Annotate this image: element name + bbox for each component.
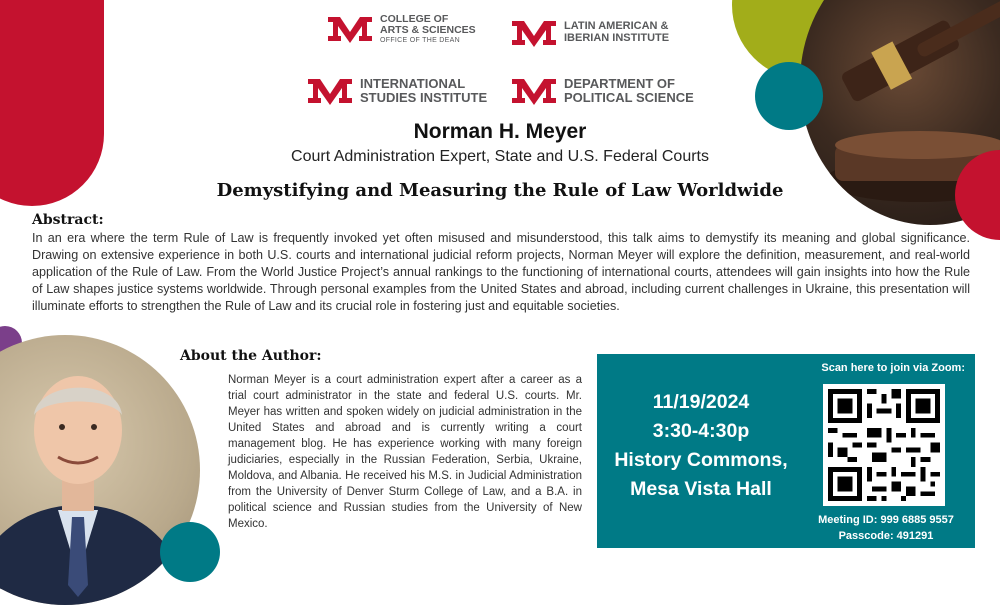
scan-label: Scan here to join via Zoom:: [821, 362, 965, 374]
logo-line: LATIN AMERICAN &: [564, 20, 669, 33]
logo-line: ARTS & SCIENCES: [380, 24, 476, 37]
event-info-box: [597, 354, 975, 548]
logo-arts-sciences: [326, 14, 476, 44]
event-building: Mesa Vista Hall: [630, 478, 772, 500]
event-location: History Commons,: [614, 449, 788, 471]
speaker-name: Norman H. Meyer: [413, 120, 587, 143]
decorative-red-shape: [0, 0, 104, 206]
author-heading: About the Author:: [180, 348, 322, 364]
qr-code[interactable]: [823, 384, 945, 506]
event-date: 11/19/2024: [652, 391, 750, 413]
logo-international-studies: [306, 76, 487, 106]
logo-line: INTERNATIONAL: [360, 76, 466, 92]
logo-latin-american: [510, 18, 669, 48]
author-bio: Norman Meyer is a court administration expert after a career as a trial court administrator in the state and federal U.S. courts. Mr. Meyer has written and spoken widely on judicial administration in the United States and abroad and is currently writing a court management blog. He has experience working with many foreign judiciaries, especially in the Russian Federation, Serbia, Ukraine, Moldova, and Albania. He received his M.S. in Judicial Administration from the University of Denver Sturm College of Law, and a B.A. in political science and Russian studies from the University of New Mexico.: [228, 374, 582, 530]
decorative-teal-dot: [160, 522, 220, 582]
talk-title: Demystifying and Measuring the Rule of Law Worldwide: [216, 180, 784, 201]
meeting-id: Meeting ID: 999 6885 9557: [818, 514, 954, 526]
unm-logo-icon: [510, 76, 558, 106]
event-details: [601, 388, 801, 504]
abstract-text: In an era where the term Rule of Law is frequently invoked yet often misused and misunderstood, this talk aims to demystify its meaning and global significance. Drawing on extensive experience in both U.S. courts and international judicial reform projects, Norman Meyer will explore the definition, measurement, and real-world application of the Rule of Law. From the World Justice Project’s annual rankings to the functioning of international courts, attendees will gain insights into how the Rule of Law shapes justice systems worldwide. Through personal examples from the United States and abroad, including current challenges in Ukraine, this presentation will illuminate efforts to strengthen the Rule of Law and its crucial role in fostering just and equitable societies.: [32, 231, 970, 313]
logo-line: POLITICAL SCIENCE: [564, 90, 694, 105]
event-time: 3:30-4:30p: [652, 420, 750, 442]
abstract-heading: Abstract:: [32, 212, 104, 228]
meeting-passcode: Passcode: 491291: [838, 530, 934, 542]
unm-logo-icon: [510, 18, 558, 48]
logo-line: COLLEGE OF: [380, 13, 449, 25]
logo-line: STUDIES INSTITUTE: [360, 90, 488, 105]
unm-logo-icon: [326, 14, 374, 44]
logo-sub: OFFICE OF THE DEAN: [380, 37, 460, 45]
logo-political-science: [510, 76, 694, 106]
logo-line: DEPARTMENT OF: [564, 76, 675, 92]
logo-line: IBERIAN INSTITUTE: [564, 32, 670, 44]
unm-logo-icon: [306, 76, 354, 106]
meeting-credentials: [797, 512, 975, 544]
speaker-title: Court Administration Expert, State and U.S. Federal Courts: [291, 148, 709, 165]
